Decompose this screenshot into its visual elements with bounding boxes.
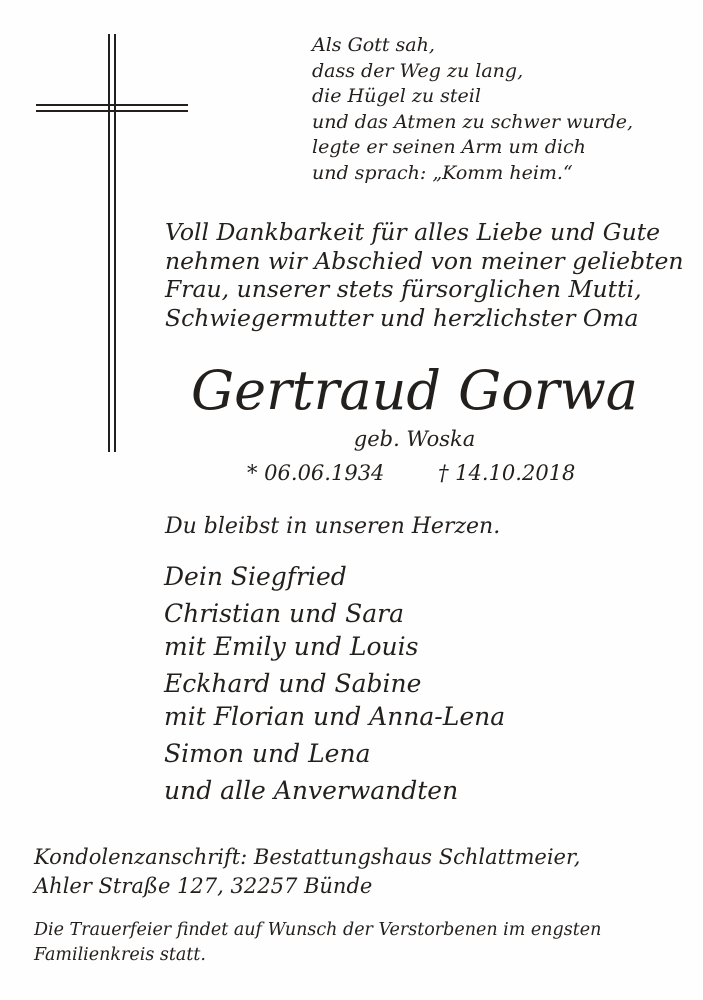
mourners-list [164, 560, 694, 811]
intro-line: Voll Dankbarkeit für alles Liebe und Gute [165, 218, 661, 246]
poem-line: Als Gott sah, [312, 34, 435, 56]
condolence-address [34, 843, 694, 901]
intro-text [165, 218, 695, 332]
motto: Du bleibst in unseren Herzen. [165, 514, 501, 539]
maiden-name: geb. Woska [353, 427, 476, 451]
mourner-line: Christian und Sara [164, 599, 405, 628]
mourner-line: Dein Siegfried [164, 562, 347, 591]
poem [312, 33, 692, 186]
funeral-line: Familienkreis statt. [34, 944, 206, 965]
mourner-line: mit Florian und Anna-Lena [164, 702, 506, 731]
intro-line: Frau, unserer stets fürsorglichen Mutti, [165, 275, 642, 303]
deceased-name: Gertraud Gorwa [190, 359, 638, 422]
mourner-group [164, 737, 694, 770]
condolence-line: Kondolenzanschrift: Bestattungshaus Schlattmeier, [34, 845, 581, 869]
mourner-line: mit Emily und Louis [164, 632, 419, 661]
condolence-line: Ahler Straße 127, 32257 Bünde [34, 874, 373, 898]
funeral-line: Die Trauerfeier findet auf Wunsch der Verstorbenen im engsten [34, 920, 602, 940]
mourner-line: Simon und Lena [164, 739, 371, 768]
poem-line: und sprach: „Komm heim.“ [312, 161, 573, 184]
mourner-group [164, 560, 694, 593]
intro-line: Schwiegermutter und herzlichster Oma [165, 303, 639, 332]
poem-line: dass der Weg zu lang, [312, 59, 524, 82]
poem-line: und das Atmen zu schwer wurde, [312, 110, 634, 133]
intro-line: nehmen wir Abschied von meiner geliebten [165, 246, 684, 275]
mourner-line: Eckhard und Sabine [164, 669, 422, 698]
mourner-group [164, 667, 694, 733]
poem-line: legte er seinen Arm um dich [312, 136, 586, 158]
birth-date: * 06.06.1934 [247, 461, 385, 485]
mourner-group [164, 597, 694, 663]
mourner-line: und alle Anverwandten [164, 776, 459, 805]
funeral-note [34, 918, 694, 967]
mourner-group [164, 774, 694, 807]
poem-line: die Hügel zu steil [312, 85, 481, 107]
death-date: † 14.10.2018 [438, 461, 576, 485]
